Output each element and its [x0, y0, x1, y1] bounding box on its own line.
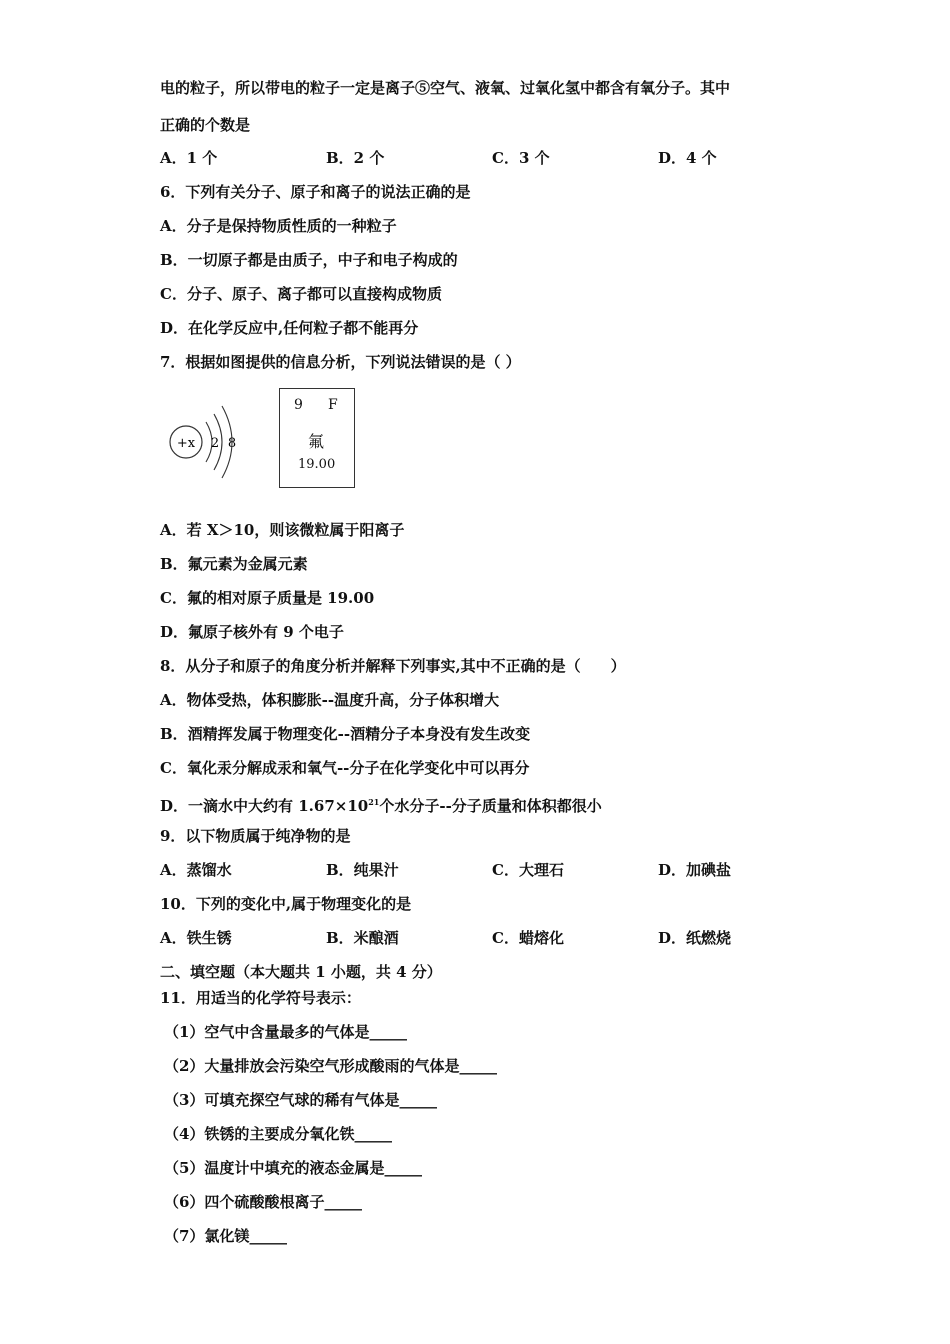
q10-stem: 10．下列的变化中,属于物理变化的是	[160, 895, 412, 913]
q5-option-b: B．2 个	[326, 149, 385, 167]
q5-option-a: A．1 个	[160, 149, 218, 167]
element-name: 氟	[308, 432, 325, 451]
q7-stem: 7．根据如图提供的信息分析，下列说法错误的是（ ）	[160, 353, 521, 371]
q5-option-c: C．3 个	[492, 149, 550, 167]
q6-option-b: B．一切原子都是由质子，中子和电子构成的	[160, 251, 458, 269]
q11-stem: 11．用适当的化学符号表示：	[160, 989, 361, 1007]
q6-stem: 6．下列有关分子、原子和离子的说法正确的是	[160, 183, 471, 201]
q11-item-7: （7）氯化镁_____	[164, 1227, 287, 1245]
q9-option-d: D．加碘盐	[658, 861, 732, 879]
q5-text-line1: 电的粒子，所以带电的粒子一定是离子⑤空气、液氧、过氧化氢中都含有氧分子。其中	[160, 79, 731, 97]
q8-option-b: B．酒精挥发属于物理变化--酒精分子本身没有发生改变	[160, 725, 531, 743]
q6-option-c: C．分子、原子、离子都可以直接构成物质	[160, 285, 442, 303]
q9-option-c: C．大理石	[492, 861, 564, 879]
q9-stem: 9．以下物质属于纯净物的是	[160, 827, 351, 845]
q9-option-a: A．蒸馏水	[160, 861, 232, 879]
q8-option-c: C．氧化汞分解成汞和氧气--分子在化学变化中可以再分	[160, 759, 530, 777]
q11-item-5: （5）温度计中填充的液态金属是_____	[164, 1159, 422, 1177]
element-symbol: F	[328, 397, 338, 413]
q10-option-a: A．铁生锈	[160, 929, 232, 947]
q10-option-d: D．纸燃烧	[658, 929, 732, 947]
q5-text-line2: 正确的个数是	[160, 116, 251, 134]
q6-option-d: D．在化学反应中,任何粒子都不能再分	[160, 319, 419, 337]
q8-option-d-exponent: 21	[368, 797, 380, 807]
q11-item-6: （6）四个硫酸酸根离子_____	[164, 1193, 362, 1211]
q9-option-b: B．纯果汁	[326, 861, 399, 879]
section-title: 二、填空题（本大题共 1 小题，共 4 分）	[160, 963, 442, 981]
q11-item-1: （1）空气中含量最多的气体是_____	[164, 1023, 407, 1041]
q10-option-b: B．米酿酒	[326, 929, 399, 947]
q7-option-b: B．氟元素为金属元素	[160, 555, 308, 573]
q8-option-d	[160, 792, 602, 816]
q11-item-2: （2）大量排放会污染空气形成酸雨的气体是_____	[164, 1057, 497, 1075]
nucleus-label: +x	[176, 436, 196, 451]
q11-item-3: （3）可填充探空气球的稀有气体是_____	[164, 1091, 437, 1109]
q8-option-d-prefix: D．一滴水中大约有 1.67×10	[160, 797, 369, 815]
element-number: 9	[294, 397, 303, 413]
q11-item-4: （4）铁锈的主要成分氧化铁_____	[164, 1125, 392, 1143]
element-mass: 19.00	[298, 457, 336, 472]
q7-option-a: A．若 X＞10，则该微粒属于阳离子	[160, 521, 405, 539]
element-card	[279, 388, 355, 488]
q10-option-c: C．蜡熔化	[492, 929, 564, 947]
q8-stem: 8．从分子和原子的角度分析并解释下列事实,其中不正确的是（ ）	[160, 657, 626, 675]
shell1-count: 2	[210, 436, 220, 451]
q8-option-d-suffix: 个水分子--分子质量和体积都很小	[379, 797, 602, 815]
q6-option-a: A．分子是保持物质性质的一种粒子	[160, 217, 397, 235]
q7-option-c: C．氟的相对原子质量是 19.00	[160, 589, 375, 607]
q7-option-d: D．氟原子核外有 9 个电子	[160, 623, 344, 641]
shell2-count: 8	[227, 436, 237, 451]
q8-option-a: A．物体受热，体积膨胀--温度升高，分子体积增大	[160, 691, 500, 709]
q5-option-d: D．4 个	[658, 149, 717, 167]
